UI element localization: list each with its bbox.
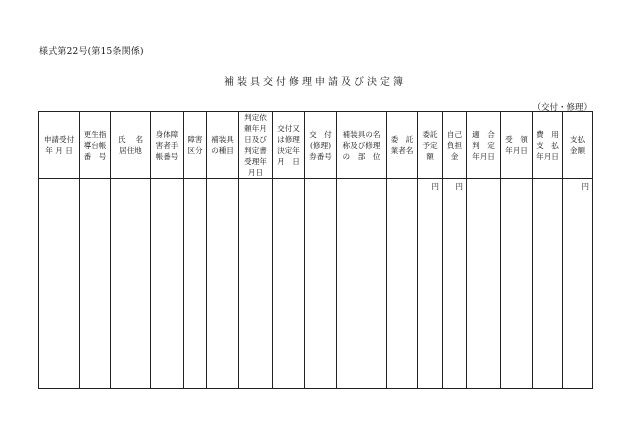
header-name-address: 氏 名 居住地 [111,112,151,179]
cell-contract-amount: 円 [418,179,443,389]
cell-rehab-book-no [80,179,111,389]
cell-contractor-name [387,179,418,389]
cell-application-date [39,179,80,389]
cell-disability-class [184,179,207,389]
cell-payment-amount: 円 [563,179,593,389]
cell-device-type [207,179,239,389]
document-title: 補装具交付修理申請及び決定簿 [224,77,406,88]
cell-payment-date [533,179,563,389]
header-device-name-part: 補装具の名 称及び修理 の 部 位 [337,112,387,179]
header-rehab-book-no: 更生指 導台帳 番 号 [80,112,111,179]
cell-voucher-no [305,179,337,389]
scope-note: （交付・修理） [532,103,592,113]
header-device-type: 補装具 の種目 [207,112,239,179]
cell-decision-date [273,179,305,389]
cell-judgment-date [239,179,273,389]
header-judgment-date: 判定依 頼年月 日及び 判定書 受理年 月日 [239,112,273,179]
header-application-date: 申請受付 年 月 日 [39,112,80,179]
header-row [39,112,593,179]
header-voucher-no: 交 付 (修理) 券番号 [305,112,337,179]
header-receipt-date: 受 領 年月日 [501,112,533,179]
cell-name-address [111,179,151,389]
header-disability-book-no: 身体障 害者手 帳番号 [151,112,184,179]
header-conformity-date: 適 合 判 定 年月日 [467,112,501,179]
form-number: 様式第22号(第15条関係) [39,47,144,57]
cell-conformity-date [467,179,501,389]
cell-self-payment: 円 [443,179,467,389]
cell-device-name-part [337,179,387,389]
header-self-payment: 自己 負担 金 [443,112,467,179]
header-contractor-name: 委 託 業者名 [387,112,418,179]
header-payment-amount: 支払 金額 [563,112,593,179]
entry-row [39,179,593,389]
header-payment-date: 費 用 支 払 年月日 [533,112,563,179]
header-disability-class: 障害 区分 [184,112,207,179]
register-table [38,111,593,389]
cell-disability-book-no [151,179,184,389]
cell-receipt-date [501,179,533,389]
header-contract-amount: 委託 予定 額 [418,112,443,179]
header-decision-date: 交付又 は修理 決定年 月 日 [273,112,305,179]
